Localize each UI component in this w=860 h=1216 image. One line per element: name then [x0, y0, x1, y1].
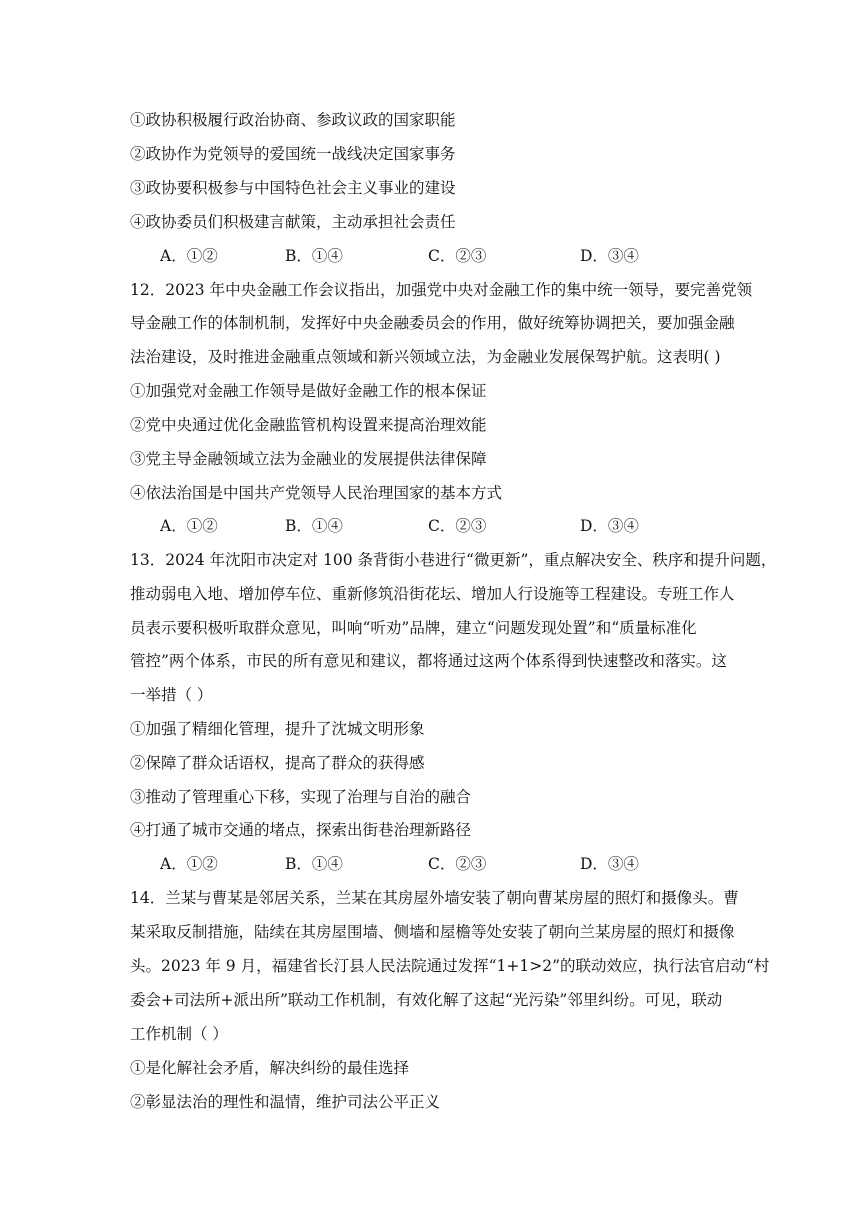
- q12-option-b[interactable]: B．①④: [285, 517, 343, 535]
- q14-stem-line-1: 14．兰某与曹某是邻居关系，兰某在其房屋外墙安装了朝向曹某房屋的照灯和摄像头。曹: [130, 889, 739, 907]
- q11-item-1: ①政协积极履行政治协商、参政议政的国家职能: [130, 111, 456, 129]
- q13-item-2: ②保障了群众话语权，提高了群众的获得感: [130, 754, 425, 772]
- q13-option-d[interactable]: D．③④: [580, 855, 639, 873]
- q14-stem-line-2: 某采取反制措施，陆续在其房屋围墙、侧墙和屋檐等处安装了朝向兰某房屋的照灯和摄像: [130, 923, 735, 941]
- q12-option-d[interactable]: D．③④: [580, 517, 639, 535]
- q13-option-c[interactable]: C．②③: [428, 855, 487, 873]
- q12-stem-line-3: 法治建设，及时推进金融重点领域和新兴领域立法，为金融业发展保驾护航。这表明( ): [130, 348, 721, 366]
- q12-stem-line-2: 导金融工作的体制机制，发挥好中央金融委员会的作用，做好统筹协调把关，要加强金融: [130, 314, 735, 332]
- q14-stem-line-4: 委会+司法所+派出所”联动工作机制，有效化解了这起“光污染”邻里纠纷。可见，联动: [130, 991, 723, 1009]
- q12-stem-line-1: 12．2023 年中央金融工作会议指出，加强党中央对金融工作的集中统一领导，要完善党领: [130, 281, 753, 299]
- q13-item-4: ④打通了城市交通的堵点，探索出街巷治理新路径: [130, 821, 472, 839]
- q11-option-c[interactable]: C．②③: [428, 247, 487, 265]
- q14-stem-line-3: 头。2023 年 9 月，福建省长汀县人民法院通过发挥“1+1>2”的联动效应，执行法官启动“村: [130, 957, 770, 975]
- q12-option-c[interactable]: C．②③: [428, 517, 487, 535]
- q12-item-3: ③党主导金融领域立法为金融业的发展提供法律保障: [130, 450, 487, 468]
- q11-option-b[interactable]: B．①④: [285, 247, 343, 265]
- q12-item-2: ②党中央通过优化金融监管机构设置来提高治理效能: [130, 416, 487, 434]
- q13-stem-line-3: 员表示要积极听取群众意见，叫响“听劝”品牌，建立“问题发现处置”和“质量标准化: [130, 619, 697, 637]
- q14-item-1: ①是化解社会矛盾，解决纠纷的最佳选择: [130, 1059, 410, 1077]
- q14-item-2: ②彰显法治的理性和温情，维护司法公平正义: [130, 1093, 441, 1111]
- q13-option-a[interactable]: A．①②: [160, 855, 218, 873]
- q11-option-a[interactable]: A．①②: [160, 247, 218, 265]
- q13-stem-line-5: 一举措（ ）: [130, 686, 213, 704]
- q11-option-d[interactable]: D．③④: [580, 247, 639, 265]
- q13-option-b[interactable]: B．①④: [285, 855, 343, 873]
- q11-item-3: ③政协要积极参与中国特色社会主义事业的建设: [130, 179, 456, 197]
- q13-item-3: ③推动了管理重心下移，实现了治理与自治的融合: [130, 788, 472, 806]
- q12-option-a[interactable]: A．①②: [160, 517, 218, 535]
- q11-item-2: ②政协作为党领导的爱国统一战线决定国家事务: [130, 145, 456, 163]
- q11-item-4: ④政协委员们积极建言献策，主动承担社会责任: [130, 213, 456, 231]
- q13-stem-line-2: 推动弱电入地、增加停车位、重新修筑沿街花坛、增加人行设施等工程建设。专班工作人: [130, 585, 735, 603]
- q13-stem-line-4: 管控”两个体系，市民的所有意见和建议，都将通过这两个体系得到快速整改和落实。这: [130, 652, 727, 670]
- q13-item-1: ①加强了精细化管理，提升了沈城文明形象: [130, 720, 425, 738]
- q12-item-4: ④依法治国是中国共产党领导人民治理国家的基本方式: [130, 484, 503, 502]
- q14-stem-line-5: 工作机制（ ）: [130, 1025, 228, 1043]
- q13-stem-line-1: 13．2024 年沈阳市决定对 100 条背街小巷进行“微更新”，重点解决安全、秩序和提升问题，: [130, 551, 777, 569]
- q12-item-1: ①加强党对金融工作领导是做好金融工作的根本保证: [130, 382, 487, 400]
